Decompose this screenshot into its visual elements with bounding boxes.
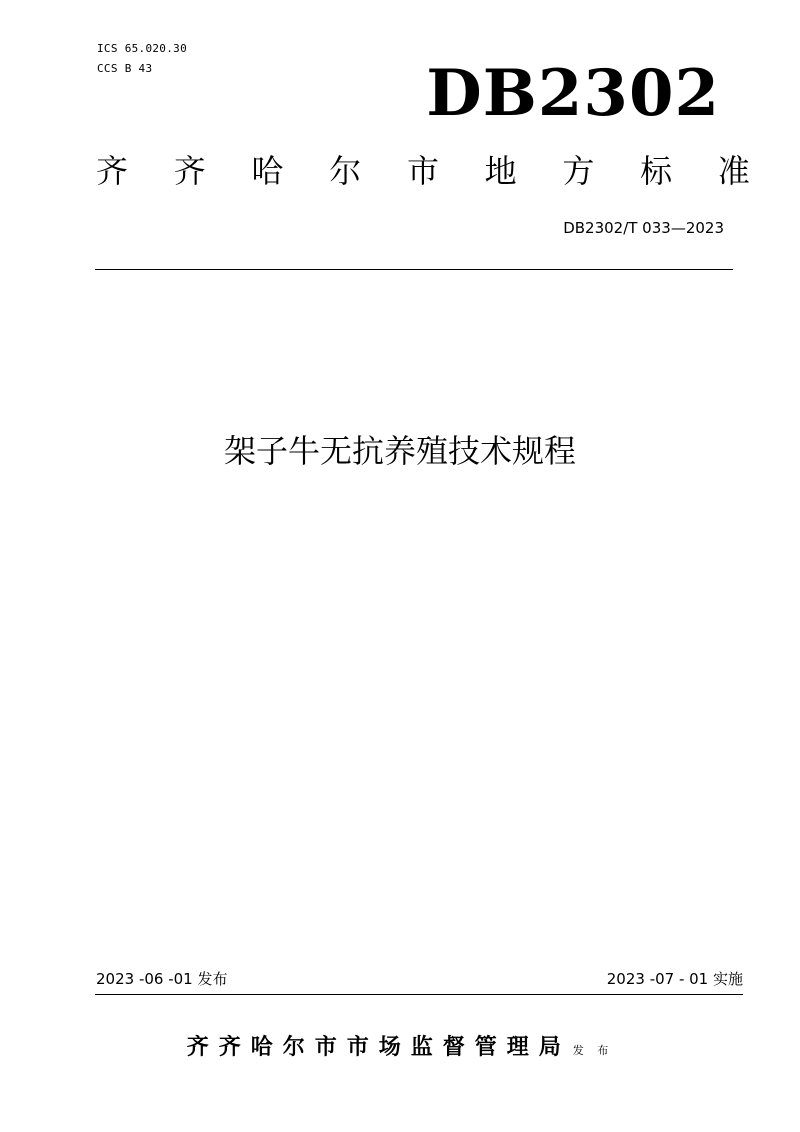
document-title: 架子牛无抗养殖技术规程 bbox=[223, 432, 576, 470]
standard-type-heading bbox=[96, 152, 750, 190]
publish-date: 2023 -06 -01 发布 bbox=[96, 970, 228, 988]
issuer-line bbox=[0, 1030, 800, 1061]
standard-type-char: 准 bbox=[717, 152, 750, 190]
standard-type-char: 尔 bbox=[329, 152, 362, 190]
issuer-name: 齐齐哈尔市市场监督管理局 bbox=[186, 1035, 571, 1060]
standard-type-char: 齐 bbox=[173, 152, 206, 190]
standard-type-char: 哈 bbox=[251, 152, 284, 190]
standard-type-char: 齐 bbox=[96, 152, 129, 190]
standard-number: DB2302/T 033—2023 bbox=[563, 219, 724, 237]
header-divider bbox=[95, 269, 733, 270]
standard-type-char: 方 bbox=[562, 152, 595, 190]
implement-date: 2023 -07 - 01 实施 bbox=[606, 970, 743, 988]
issuer-suffix: 发 布 bbox=[572, 1044, 614, 1057]
standard-type-char: 市 bbox=[406, 152, 439, 190]
standard-code-logo: DB2302 bbox=[426, 56, 720, 131]
standard-type-char: 标 bbox=[640, 152, 673, 190]
ccs-code: CCS B 43 bbox=[97, 62, 153, 75]
footer-divider bbox=[95, 994, 743, 995]
ics-code: ICS 65.020.30 bbox=[97, 42, 187, 55]
standard-type-char: 地 bbox=[484, 152, 517, 190]
